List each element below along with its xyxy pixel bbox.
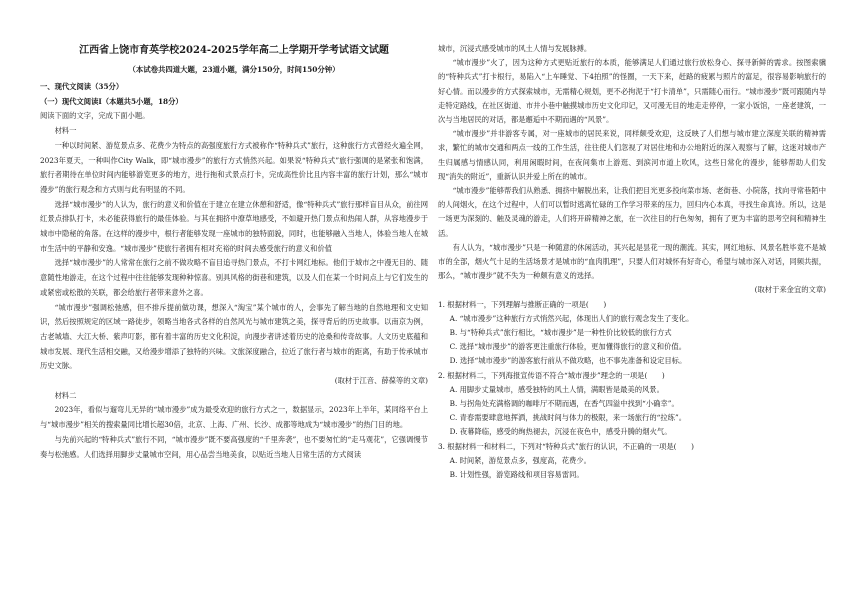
section-heading: 一、现代文阅读（35分） [40, 82, 124, 91]
subsection-heading: （一）现代文阅读Ⅰ（本题共5小题，18分） [40, 96, 183, 106]
option: C. 青春需要肆意地挥洒，挑战时间与体力的极限，来一场旅行的“拉练”。 [449, 413, 686, 423]
option: B. 计划性强，游览路线和项目容易雷同。 [449, 470, 584, 480]
paragraph: 选择“城市漫步”的人认为，旅行的意义和价值在于建立在建立休憩和舒适，像“特种兵式”旅行那样盲目从众，前往网红景点排队打卡，未必能获得旅行的最佳体验。与其在拥挤中潦草地感受，不如避开热门景点和热闹人群，从容地漫步于城市中隐秘的角落。在这样的漫步中，根行者能够发现一座城市的独特面貌，同时，也能够融入当地人，体验当地人在城市生活中的平静和安逸。“城市漫步”使旅行者拥有相对充裕的时间去感受旅行的意义和价值 [40, 199, 428, 253]
paragraph: 与先前兴起的“特种兵式”旅行不同，“城市漫步”既不要高强度的“千里奔袭”，也不要匆忙的“走马观花”，它强调慢节奏与松弛感。人们选择用脚步丈量城市空间，用心品尝当地美食，以贴近当地人日常生活的方式阅读 [40, 434, 428, 459]
exam-info: （本试卷共四道大题，23道小题，满分150分，时间150分钟） [128, 65, 340, 74]
page-title: 江西省上饶市育英学校2024-2025学年高二上学期开学考试语文试题 [79, 45, 389, 56]
right-column [438, 42, 826, 482]
option: A. “城市漫步”这种旅行方式悄然兴起，体现出人们的旅行观念发生了变化。 [449, 313, 694, 323]
question-3: 3. 根据材料一和材料二，下列对“特种兵式”旅行的认识，不正确的一项是( ) [438, 441, 694, 451]
paragraph: 城市，沉浸式感受城市的风土人情与发展脉搏。 [438, 44, 592, 53]
paragraph: “城市漫步”能够帮我们从熟悉、拥挤中解脱出来，让我们把目光更多投向菜市场、老街巷、小院落，找向寻常巷陌中的人间烟火，在这个过程中，人们可以暂时逃离忙碌的工作学习带来的压力，回归内心本真，寻找生命真诗。所以，这是一场更为深刻的、触及灵魂的游走，人们将开辟精神之旅，在一次往目的行色匆匆，拥有了更为丰富的思考空间和精神生活。 [438, 186, 826, 238]
paragraph: “城市漫步”强调松弛感，但不排斥提前做功课，想深入“淘宝”某个城市的人，会事先了解当地的自然地理和文史知识，然后按照规定的区域一路徒步，领略当地各式各样的自然风光与城市建筑之美，探寻背后的历史故事。以南京为例，古老城墙、大江大桥、紫声叮影，都有着丰富的历史文化积淀，向漫步者讲述着历史的沧桑和传奇故事。人文历史底蕴和城市发展、现代生活相交融，又给漫步增添了独特的兴味。文旅深度融合，拉近了旅行者与城市的距离，有助于传承城市历史文脉。 [40, 302, 428, 371]
material-label: 材料一 [54, 126, 77, 136]
left-column [40, 44, 428, 462]
option: D. 选择“城市漫步”的游客旅行前从不做攻略，也不事先准备和设定目标。 [449, 356, 687, 366]
paragraph: 一种以时间紧、游览景点多、花费少为特点的高强度旅行方式被称作“特种兵式”旅行，这种旅行方式曾经火遍全网，2023年夏天，一种叫作City Walk，即“城市漫步”的旅行方式悄然兴起。如果说“特种兵式”旅行强调的是紧张和饱满，旅行者期待在单位时间内能够游览更多的地方，进行拖和式景点打卡，完成高性价比且内容丰富的旅行计划，那么“城市漫步”的旅行观念和方式则与此有明显的不同。 [40, 140, 428, 194]
source-citation: (取材于江音、薛葆等的文章) [334, 376, 428, 386]
option: B. 与“特种兵式”旅行相比，“城市漫步”是一种性价比较低的旅行方式 [449, 328, 672, 338]
question-2: 2. 根据材料二，下列海报宣传语不符合“城市漫步”理念的一项是( ) [438, 370, 665, 380]
option: A. 用脚步丈量城市，感受独特的风土人情，满眼皆是最美的风景。 [449, 384, 664, 394]
option: C. 选择“城市漫步”的游客更注重旅行体验，更加懂得旅行的意义和价值。 [449, 342, 686, 352]
paragraph: 2023年，看似与遛弯儿无异的“城市漫步”成为最受欢迎的旅行方式之一，数据显示，2023年上半年，某同络平台上与“城市漫步”相关的搜索量同比增长超30倍，北京、上海、广州、长沙、成都等地成为“城市漫步”的热门目的地。 [40, 405, 428, 430]
option: B. 与拐角处充满格调的咖啡厅不期而遇，在香气四溢中找到“小确幸”。 [449, 399, 679, 409]
paragraph: 有人认为，“城市漫步”只是一种随意的休闲活动，其兴起是昙花一现的潮流。其实，网红地标、风景名胜毕竟不是城市的全部，烟火气十足的生活场景才是城市的“血肉肌理”，只要人们对城怀有好奇心，希望与城市深入对话，同频共振，那么，“城市漫步”就不失为一种颇有意义的选择。 [438, 242, 826, 281]
material-label: 材料二 [54, 390, 77, 400]
question-1: 1. 根据材料一，下列理解与推断正确的一项是( ) [438, 299, 607, 309]
paragraph: “城市漫步”火了，因为这种方式更贴近旅行的本质，能够满足人们通过旅行放松身心、探寻新鲜的需求。按图索骥的“特种兵式”打卡根行，易陷入“上车睡觉、下4拍照”的怪圈，一天下来，赶路的疲累与照片的富足，很容易影响旅行的好心情。而以漫步的方式探索城市，无需精心规划，更不必拘泥于“打卡清单”，只需随心而行。“城市漫步”既可跟随内导走特定路线，在社区街道、市井小巷中触摸城市历史文化印记，又可漫无目的地走走停停，一家小饭馆，一座老建筑，一次与当地居民的对话，都是邂逅中不期而遇的“风景”。 [438, 58, 826, 125]
source-citation: (取材于来金宜的文章) [754, 285, 826, 295]
paragraph: “城市漫步”并非游客专属，对一座城市的居民来说，同样颇受欢迎，这反映了人们想与城市建立深度关联的精神需求，繁忙的城市交通和两点一线的工作生活，往往使人们忽视了对居住地和办公地附近的深入观察与了解，这迷对城市产生归属感与情感认同，利用闲暇时间，在夜间集市上游逛、到滨河市道上吹风，这些日常化的漫步，能够帮助人们发现“消失的附近”，重新认识并爱上所在的城市。 [438, 129, 826, 181]
paragraph: 选择“城市漫步”的人常常在旅行之前不做攻略不盲目追寻热门景点，不打卡网红地标。他们于城市之中漫无目的、随意随性地游走，在这个过程中往往能够发现种种惊喜。别具风格的街巷和建筑，以及人们在某一个时间点上与它们发生的或紧密或松散的关联，都会给旅行者带来意外之喜。 [40, 258, 428, 297]
instruction-text: 阅读下面的文字，完成下面小题。 [40, 111, 150, 121]
option: A. 时间紧，游览景点多，强度高，花费少。 [449, 455, 591, 465]
option: D. 夜幕降临，感受的绚热褪去，沉浸在夜色中，感受升腾的烟火气。 [449, 427, 672, 437]
